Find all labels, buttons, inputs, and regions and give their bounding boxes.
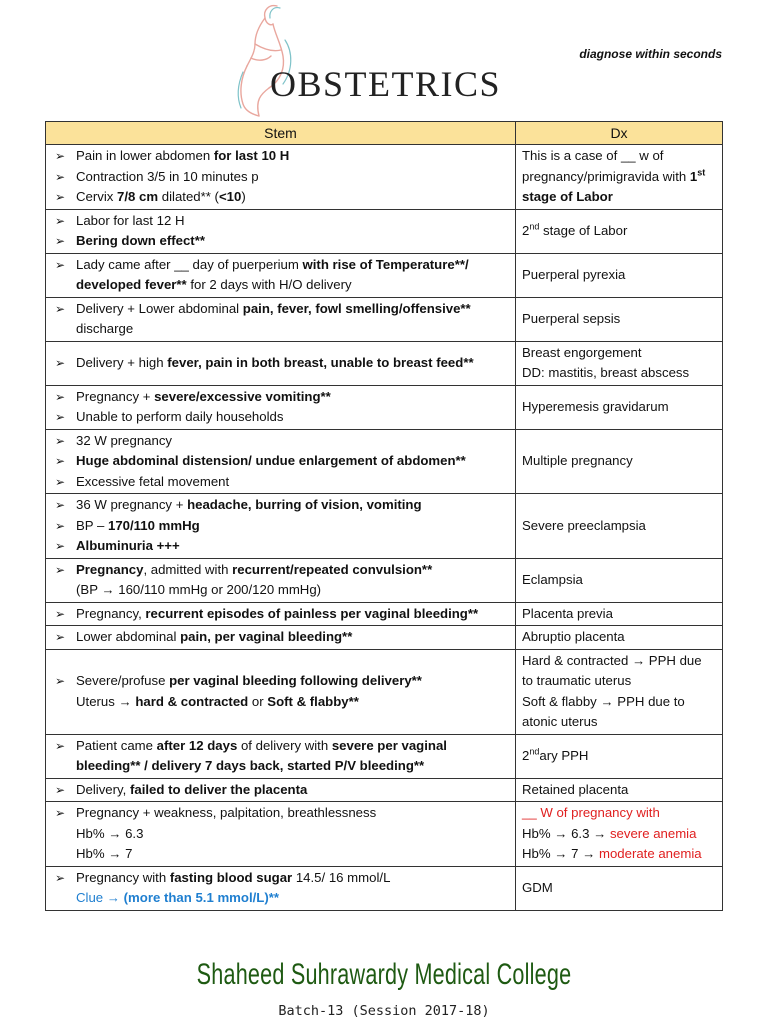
table-row: [46, 341, 723, 385]
dx-line: [522, 627, 716, 648]
stem-bullet-item: [76, 780, 509, 801]
dx-line: [522, 570, 716, 591]
table-header-row: [46, 122, 723, 145]
stem-bullet-item: [76, 736, 509, 777]
text-run: pain, fever, fowl smelling/offensive**: [242, 300, 471, 316]
text-run: Hyperemesis gravidarum: [522, 398, 669, 414]
text-run: , admitted with: [143, 561, 233, 577]
dx-line: [522, 221, 716, 242]
text-run: Severe/profuse: [76, 673, 170, 688]
dx-line: [522, 516, 716, 537]
table-row: [46, 778, 723, 802]
batch-label: Batch-13 (Session 2017-18): [278, 1003, 490, 1019]
page-title: OBSTETRICS: [270, 64, 502, 104]
stem-bullet-item: [76, 803, 509, 824]
text-run: 1: [689, 168, 698, 184]
text-run: st: [697, 167, 706, 178]
stem-bullet-item: [76, 495, 509, 516]
text-run: Delivery,: [76, 781, 130, 797]
stem-bullet-item: [76, 627, 509, 648]
text-run: Pregnancy + weakness, palpitation, breathlessness: [76, 805, 377, 820]
dx-line: [522, 363, 716, 384]
college-name: Shaheed Suhrawardy Medical College: [196, 958, 572, 991]
stem-bullet-item: [76, 671, 509, 692]
text-run: GDM: [522, 879, 553, 895]
stem-bullet-item: [76, 407, 509, 428]
text-run: severe per vaginal bleeding** / delivery 7 days back, started P/V bleeding**: [76, 737, 447, 773]
text-run: Pregnancy: [76, 561, 144, 577]
text-run: 32 W pregnancy: [76, 432, 173, 448]
text-run: Excessive fetal movement: [76, 473, 230, 489]
text-run: or: [248, 693, 268, 709]
stem-cell: [46, 297, 516, 341]
dx-line: [522, 309, 716, 330]
stem-cell: [46, 802, 516, 867]
stem-bullet-item: [76, 868, 509, 889]
stem-bullet-item: [76, 211, 509, 232]
stem-bullet-item: [76, 299, 509, 340]
text-run: Pregnancy,: [76, 605, 146, 621]
stem-cell: [46, 385, 516, 429]
dx-line: [522, 451, 716, 472]
dx-line: [522, 265, 716, 286]
stem-bullet-item: [76, 387, 509, 408]
text-run: Puerperal sepsis: [522, 310, 621, 326]
text-run: Bering down effect**: [76, 233, 205, 248]
text-run: DD: mastitis, breast abscess: [522, 365, 690, 380]
table-row: [46, 802, 723, 867]
text-run: Patient came: [76, 737, 157, 753]
text-run: Unable to perform daily households: [76, 409, 284, 424]
text-run: Eclampsia: [522, 571, 583, 587]
text-run: Contraction 3/5 in 10 minutes p: [76, 168, 259, 184]
text-run: Pregnancy with: [76, 869, 170, 885]
text-run: Soft & flabby → PPH due to atonic uterus: [522, 693, 685, 729]
text-run: moderate anemia: [598, 846, 702, 861]
table-row: [46, 297, 723, 341]
stem-bullet-item: [76, 146, 509, 167]
table-row: [46, 385, 723, 429]
text-run: 14.5/ 16 mmol/L: [292, 869, 391, 885]
text-run: Huge abdominal distension/ undue enlargement of abdomen**: [76, 453, 466, 468]
text-run: severe/excessive vomiting**: [154, 388, 331, 404]
text-run: ary PPH: [539, 747, 589, 763]
text-run: failed to deliver the placenta: [129, 781, 308, 797]
text-run: Delivery + high: [76, 354, 168, 370]
dx-line: [522, 343, 716, 364]
dx-line: [522, 604, 716, 625]
stem-bullet-item: [76, 536, 509, 557]
text-run: Severe preeclampsia: [522, 517, 646, 533]
stem-bullet-item: [76, 516, 509, 537]
text-run: Breast engorgement: [522, 344, 642, 360]
text-run: dilated** (: [158, 189, 219, 204]
table-row: [46, 429, 723, 494]
table-row: [46, 494, 723, 559]
stem-cell: [46, 734, 516, 778]
stem-line: [76, 888, 509, 909]
text-run: <10: [218, 189, 242, 204]
table-body: [46, 145, 723, 911]
dx-cell: [516, 866, 723, 910]
stem-bullet-item: [76, 255, 509, 296]
stem-cell: [46, 209, 516, 253]
dx-cell: [516, 558, 723, 602]
dx-cell: [516, 341, 723, 385]
text-run: 2: [522, 747, 530, 763]
stem-cell: [46, 649, 516, 734]
dx-line: [522, 780, 716, 801]
text-run: Lady came after __ day of puerperium: [76, 256, 303, 272]
column-header-dx: Dx: [516, 122, 723, 145]
stem-bullet-item: [76, 167, 509, 188]
dx-cell: [516, 385, 723, 429]
dx-cell: [516, 649, 723, 734]
dx-cell: [516, 494, 723, 559]
dx-line: [522, 824, 716, 845]
text-run: for 2 days with H/O delivery: [186, 277, 352, 292]
stem-bullet-item: [76, 451, 509, 472]
stem-bullet-item: [76, 472, 509, 493]
dx-cell: [516, 253, 723, 297]
dx-cell: [516, 145, 723, 210]
table-row: [46, 866, 723, 910]
text-run: This is a case of __ w of pregnancy/primigravida with: [522, 148, 690, 184]
text-run: Uterus →: [76, 693, 136, 709]
text-run: (BP → 160/110 mmHg or 200/120 mmHg): [76, 582, 322, 597]
text-run: Hb% → 7 →: [522, 846, 599, 861]
text-run: 170/110 mmHg: [108, 517, 200, 533]
text-run: Abruptio placenta: [522, 629, 625, 644]
text-run: Hb% → 6.3: [76, 825, 144, 841]
text-run: headache, burring of vision, vomiting: [187, 497, 422, 512]
dx-cell: [516, 734, 723, 778]
text-run: recurrent episodes of painless per vaginal bleeding**: [145, 605, 479, 621]
text-run: discharge: [76, 321, 134, 336]
stem-bullet-item: [76, 353, 509, 374]
text-run: stage of Labor: [539, 222, 628, 238]
text-run: Pain in lower abdomen: [76, 148, 214, 163]
text-run: nd: [529, 221, 540, 232]
text-run: stage of Labor: [522, 189, 613, 204]
dx-cell: [516, 778, 723, 802]
text-run: Soft & flabby**: [267, 693, 359, 709]
dx-cell: [516, 802, 723, 867]
text-run: Lower abdominal: [76, 629, 181, 644]
table-row: [46, 602, 723, 626]
dx-cell: [516, 209, 723, 253]
text-run: recurrent/repeated convulsion**: [232, 561, 433, 577]
stem-bullet-item: [76, 187, 509, 208]
dx-line: [522, 746, 716, 767]
text-run: 36 W pregnancy +: [76, 497, 188, 512]
dx-line: [522, 878, 716, 899]
text-run: pain, per vaginal bleeding**: [180, 629, 353, 644]
text-run: Multiple pregnancy: [522, 453, 633, 468]
stem-cell: [46, 145, 516, 210]
dx-cell: [516, 626, 723, 650]
dx-line: [522, 146, 716, 208]
diagnosis-table: [45, 121, 723, 911]
text-run: nd: [529, 746, 540, 757]
stem-cell: [46, 494, 516, 559]
stem-line: [76, 692, 509, 713]
text-run: after 12 days: [156, 737, 238, 753]
text-run: Delivery + Lower abdominal: [76, 300, 243, 316]
column-header-stem: Stem: [46, 122, 516, 145]
text-run: Clue →: [76, 890, 124, 905]
dx-line: [522, 651, 716, 692]
text-run: Labor for last 12 H: [76, 212, 185, 228]
text-run: Cervix: [76, 189, 118, 204]
text-run: fasting blood sugar: [169, 869, 293, 885]
text-run: severe anemia: [609, 825, 697, 841]
stem-cell: [46, 558, 516, 602]
table-row: [46, 253, 723, 297]
stem-bullet-item: [76, 231, 509, 252]
stem-line: [76, 824, 509, 845]
text-run: for last 10 H: [213, 148, 290, 163]
dx-cell: [516, 602, 723, 626]
stem-cell: [46, 626, 516, 650]
text-run: hard & contracted: [135, 693, 249, 709]
text-run: 7/8 cm: [117, 189, 159, 204]
dx-cell: [516, 297, 723, 341]
stem-cell: [46, 253, 516, 297]
dx-line: [522, 803, 716, 824]
dx-line: [522, 844, 716, 865]
text-run: __ W of pregnancy with: [522, 805, 660, 820]
text-run: Retained placenta: [522, 781, 629, 797]
text-run: per vaginal bleeding following delivery**: [169, 673, 422, 688]
text-run: BP –: [76, 517, 109, 533]
stem-cell: [46, 602, 516, 626]
stem-cell: [46, 341, 516, 385]
table-row: [46, 145, 723, 210]
text-run: 2: [522, 222, 530, 238]
stem-bullet-item: [76, 604, 509, 625]
stem-cell: [46, 866, 516, 910]
text-run: Hard & contracted → PPH due to traumatic uterus: [522, 652, 702, 688]
stem-bullet-item: [76, 431, 509, 452]
table-row: [46, 626, 723, 650]
dx-line: [522, 397, 716, 418]
table-row: [46, 209, 723, 253]
dx-line: [522, 692, 716, 733]
table-row: [46, 558, 723, 602]
text-run: ): [241, 189, 246, 204]
stem-line: [76, 580, 509, 601]
tagline: diagnose within seconds: [579, 47, 722, 61]
stem-cell: [46, 778, 516, 802]
text-run: of delivery with: [237, 737, 332, 753]
text-run: (more than 5.1 mmol/L)**: [123, 890, 279, 905]
text-run: fever, pain in both breast, unable to breast feed**: [167, 354, 474, 370]
table-row: [46, 734, 723, 778]
text-run: Placenta previa: [522, 605, 613, 621]
text-run: Hb% → 7: [76, 846, 133, 861]
text-run: Albuminuria +++: [76, 538, 180, 553]
text-run: with rise of Temperature**/ developed fever**: [76, 256, 469, 292]
stem-line: [76, 844, 509, 865]
text-run: Pregnancy +: [76, 388, 155, 404]
stem-bullet-item: [76, 560, 509, 581]
text-run: Puerperal pyrexia: [522, 266, 626, 282]
stem-cell: [46, 429, 516, 494]
text-run: Hb% → 6.3 →: [522, 825, 610, 841]
dx-cell: [516, 429, 723, 494]
table-row: [46, 649, 723, 734]
